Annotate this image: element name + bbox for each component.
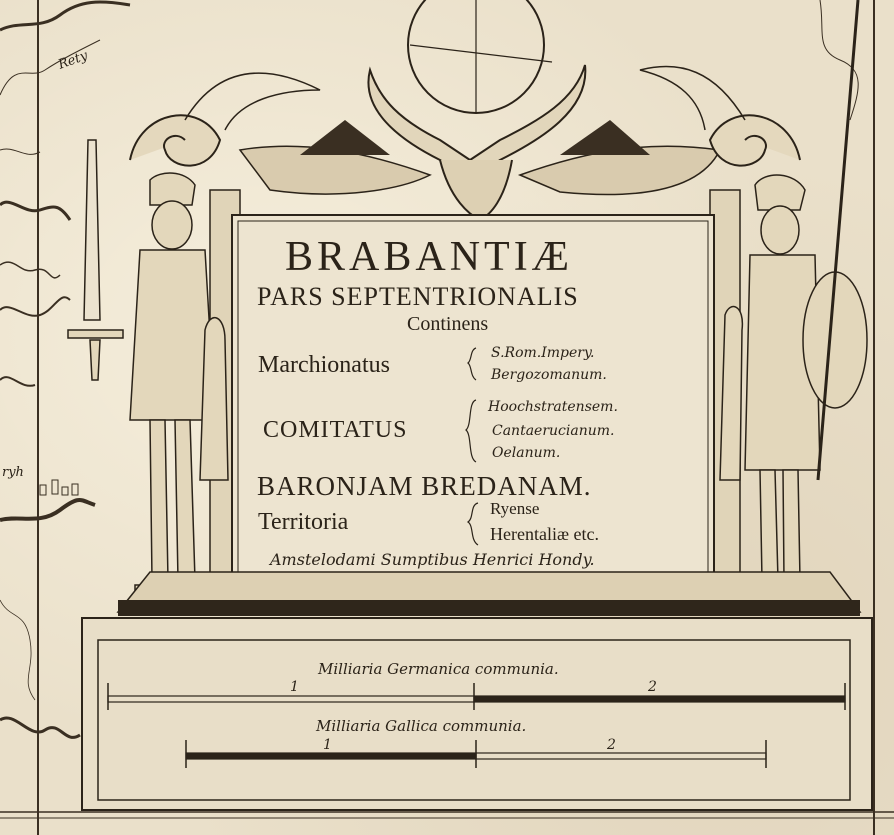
comitatus-item: Hoochstratensem. bbox=[488, 399, 618, 415]
comitatus-label: COMITATUS bbox=[263, 417, 408, 443]
publisher-imprint: Amstelodami Sumptibus Henrici Hondy. bbox=[270, 550, 595, 569]
comitatus-item: Cantaerucianum. bbox=[492, 423, 615, 439]
territoria-label: Territoria bbox=[258, 509, 349, 535]
comitatus-item: Oelanum. bbox=[492, 445, 561, 461]
territoria-item: Ryense bbox=[490, 499, 540, 518]
marchionatus-item: Bergozomanum. bbox=[491, 367, 607, 383]
scale-gallica-mark: 1 bbox=[323, 737, 332, 753]
scale-germanica-mark: 1 bbox=[290, 679, 299, 695]
scale-gallica-mark: 2 bbox=[607, 737, 616, 753]
scale-gallica-label: Milliaria Gallica communia. bbox=[316, 717, 527, 735]
scale-germanica-mark: 2 bbox=[648, 679, 657, 695]
place-label: ryh bbox=[2, 465, 24, 480]
map-subtitle: PARS SEPTENTRIONALIS bbox=[257, 282, 579, 311]
scale-germanica-label: Milliaria Germanica communia. bbox=[318, 660, 559, 678]
continens-text: Continens bbox=[407, 313, 489, 335]
marchionatus-item: S.Rom.Impery. bbox=[491, 345, 595, 361]
marchionatus-label: Marchionatus bbox=[258, 352, 390, 378]
baronia-text: BARONJAM BREDANAM. bbox=[257, 471, 592, 501]
place-label: Rety bbox=[56, 48, 90, 73]
map-title: BRABANTIÆ bbox=[285, 234, 574, 280]
territoria-item: Herentaliæ etc. bbox=[490, 524, 599, 544]
